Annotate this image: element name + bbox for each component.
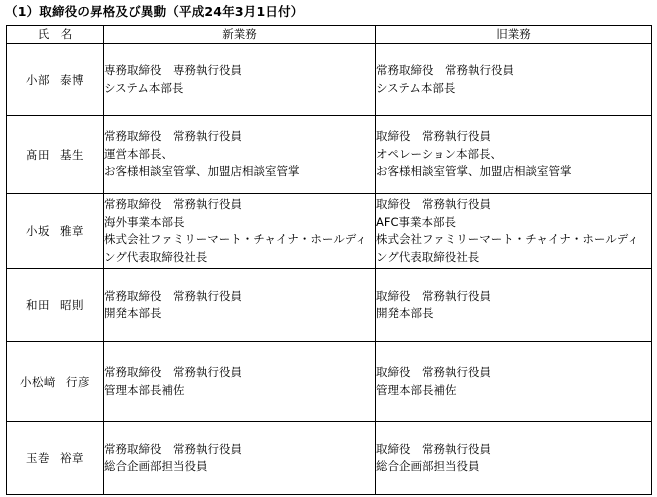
role-line: 株式会社ファミリーマート・チャイナ・ホールディ	[104, 232, 367, 246]
officer-given-name: 裕章	[60, 451, 84, 465]
old-role-cell	[376, 342, 652, 422]
officer-given-name: 昭則	[60, 298, 84, 312]
officer-name	[7, 269, 104, 342]
role-line: ング代表取締役社長	[104, 249, 208, 264]
role-line: 常務取締役 常務執行役員	[376, 63, 514, 77]
officer-given-name: 泰博	[60, 72, 84, 87]
officer-change-table	[6, 25, 652, 495]
role-line: システム本部長	[376, 80, 456, 95]
new-role-cell	[104, 116, 376, 194]
role-line: 常務取締役 常務執行役員	[104, 197, 242, 211]
officer-name	[7, 116, 104, 194]
role-line: 常務取締役 常務執行役員	[104, 365, 242, 379]
officer-surname: 小部	[26, 72, 50, 87]
section-title: （1）取締役の昇格及び異動（平成24年3月1日付）	[5, 4, 304, 19]
role-line: 取締役 常務執行役員	[376, 288, 491, 303]
table-row	[7, 194, 652, 269]
old-role-cell	[376, 44, 652, 116]
old-role-cell	[376, 194, 652, 269]
role-line: 開発本部長	[104, 306, 162, 320]
officer-given-name: 行彦	[66, 374, 90, 389]
role-line: 総合企画部担当役員	[104, 459, 208, 473]
role-line: 株式会社ファミリーマート・チャイナ・ホールディ	[376, 232, 639, 246]
role-line: 常務取締役 常務執行役員	[104, 288, 242, 303]
role-line: 取締役 常務執行役員	[376, 129, 491, 144]
role-line: 取締役 常務執行役員	[376, 197, 491, 211]
table-row	[7, 269, 652, 342]
role-line: 常務取締役 常務執行役員	[104, 129, 242, 144]
role-line: お客様相談室管掌、加盟店相談室管掌	[376, 164, 572, 179]
officer-given-name: 雅章	[60, 224, 84, 238]
name-column-header: 氏 名	[7, 26, 104, 44]
role-line: お客様相談室管掌、加盟店相談室管掌	[104, 164, 300, 179]
new-role-cell	[104, 44, 376, 116]
old-role-cell	[376, 116, 652, 194]
old-role-column-header: 旧業務	[376, 26, 652, 44]
table-row	[7, 116, 652, 194]
old-role-cell	[376, 422, 652, 495]
table-row	[7, 422, 652, 495]
role-line: 常務取締役 常務執行役員	[104, 441, 242, 456]
officer-name	[7, 44, 104, 116]
table-header-row	[7, 26, 652, 44]
new-role-column-header: 新業務	[104, 26, 376, 44]
old-role-cell	[376, 269, 652, 342]
role-line: 運営本部長、	[104, 146, 173, 161]
role-line: 総合企画部担当役員	[376, 459, 480, 473]
officer-surname: 和田	[26, 298, 50, 312]
new-role-cell	[104, 269, 376, 342]
officer-name	[7, 194, 104, 269]
officer-given-name: 基生	[60, 147, 84, 162]
role-line: 取締役 常務執行役員	[376, 365, 491, 379]
role-line: 開発本部長	[376, 306, 434, 320]
new-role-cell	[104, 422, 376, 495]
role-line: 専務取締役 専務執行役員	[104, 63, 242, 77]
role-line: システム本部長	[104, 80, 184, 95]
new-role-cell	[104, 342, 376, 422]
officer-name	[7, 342, 104, 422]
role-line: ング代表取締役社長	[376, 249, 480, 264]
role-line: 取締役 常務執行役員	[376, 441, 491, 456]
role-line: AFC事業本部長	[376, 214, 457, 229]
officer-surname: 髙田	[26, 147, 50, 162]
table-row	[7, 44, 652, 116]
new-role-cell	[104, 194, 376, 269]
role-line: オペレーション本部長、	[376, 146, 503, 161]
officer-surname: 小松﨑	[20, 374, 56, 389]
role-line: 管理本部長補佐	[104, 382, 185, 397]
role-line: 海外事業本部長	[104, 214, 185, 229]
officer-surname: 玉巻	[26, 451, 50, 465]
role-line: 管理本部長補佐	[376, 382, 457, 397]
table-row	[7, 342, 652, 422]
officer-surname: 小坂	[26, 224, 50, 238]
officer-name	[7, 422, 104, 495]
